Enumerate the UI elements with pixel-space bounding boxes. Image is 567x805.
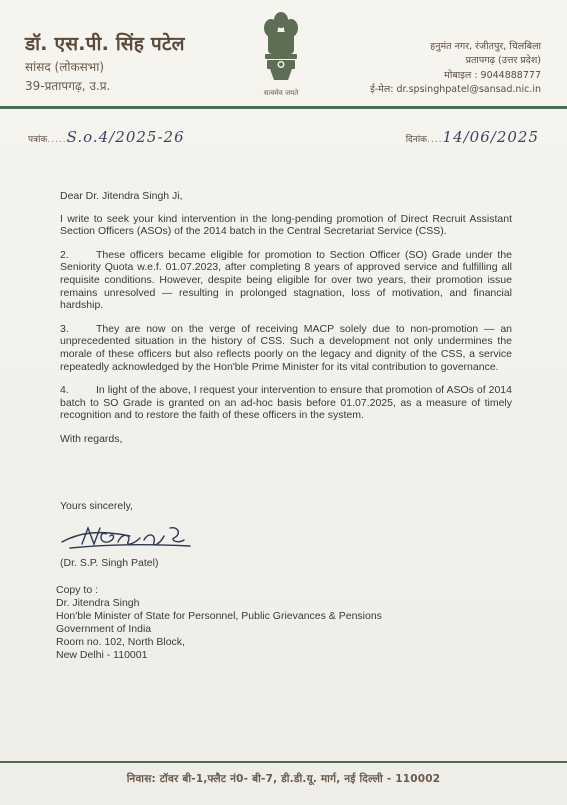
copy-to-line: New Delhi - 110001 xyxy=(56,649,148,661)
copy-to-line: Dr. Jitendra Singh xyxy=(56,597,140,609)
national-emblem xyxy=(255,8,307,103)
paragraph-3-text: They are now on the verge of receiving MACP solely due to non-promotion — an unprecedented situation in the history of CSS. Such a development not only undermines the morale of these officers but also reflects poorly on the legacy and dignity of the CSS, a service repeatedly acknowledged by the Hon'ble Prime Minister for its vital contribution to governance. xyxy=(60,322,512,373)
paragraph-1: I write to seek your kind intervention in the long-pending promotion of Direct Recruit Assistant Section Officers (ASOs) of the 2014 batch in the Central Secretariat Service (CSS). xyxy=(60,212,512,238)
paragraph-4-number: 4. xyxy=(60,384,69,397)
letterhead-right xyxy=(370,40,541,97)
address-line-1: हनुमंत नगर, रंजीतपुर, चिलबिला xyxy=(430,41,541,52)
paragraph-2 xyxy=(60,249,512,312)
signer-name: (Dr. S.P. Singh Patel) xyxy=(60,557,159,569)
letter-body xyxy=(60,190,512,460)
sender-name: डॉ. एस.पी. सिंह पटेल xyxy=(25,33,185,55)
date-label: दिनांक xyxy=(405,135,428,145)
paragraph-3 xyxy=(60,323,512,373)
mobile-number: मोबाइल : 9044888777 xyxy=(444,69,541,81)
address-line-2: प्रतापगढ़ (उत्तर प्रदेश) xyxy=(465,55,541,67)
handwritten-signature xyxy=(60,514,210,554)
footer-divider xyxy=(0,761,567,763)
copy-to-line: Hon'ble Minister of State for Personnel, Public Grievances & Pensions xyxy=(56,610,382,622)
salutation: Dear Dr. Jitendra Singh Ji, xyxy=(60,190,183,202)
reference-row xyxy=(28,124,539,148)
paragraph-2-text: These officers became eligible for promotion to Section Officer (SO) Grade under the Seniority Quota w.e.f. 01.07.2023, after completing 8 years of approved service and fulfilling all requisite conditions. However, despite being eligible for over two years, their promotion issue remains unresolved — resulting in prolonged stagnation, loss of motivation, and financial hardship. xyxy=(60,248,512,312)
reference-label: पत्रांक xyxy=(28,135,48,145)
paragraph-4-text: In light of the above, I request your intervention to ensure that promotion of ASOs of 2014 batch to SO Grade is granted on an ad-hoc basis before 01.07.2025, as a measure of timely recognition and to restore the faith of these officers in the system. xyxy=(60,384,512,422)
emblem-motto: सत्यमेव जयते xyxy=(263,89,299,97)
date-block: दिनांक....14/06/2025 xyxy=(405,128,539,146)
lion-capital-icon xyxy=(260,8,302,88)
reference-number-block: पत्रांक.....S.o.4/2025-26 xyxy=(28,128,185,146)
sender-constituency: 39-प्रतापगढ़, उ.प्र. xyxy=(25,79,111,93)
letterhead-divider xyxy=(0,106,567,109)
reference-number: S.o.4/2025-26 xyxy=(66,128,185,146)
paragraph-3-number: 3. xyxy=(60,322,69,335)
valediction: Yours sincerely, xyxy=(60,500,133,512)
copy-to-line: Room no. 102, North Block, xyxy=(56,636,185,648)
residence-address: निवास: टॉवर बी-1,फ्लैट नं0- बी-7, डी.डी.यू. मार्ग, नई दिल्ली - 110002 xyxy=(126,773,441,785)
copy-to-label: Copy to : xyxy=(56,584,99,596)
paragraph-4 xyxy=(60,384,512,422)
email-address: ई-मेल: dr.spsinghpatel@sansad.nic.in xyxy=(370,83,541,95)
copy-to-block xyxy=(56,584,382,662)
letterhead-left xyxy=(25,30,185,94)
paragraph-2-number: 2. xyxy=(60,248,69,261)
letter-date: 14/06/2025 xyxy=(442,128,539,146)
closing: With regards, xyxy=(60,432,123,445)
sender-designation: सांसद (लोकसभा) xyxy=(25,60,104,74)
copy-to-line: Government of India xyxy=(56,623,152,635)
